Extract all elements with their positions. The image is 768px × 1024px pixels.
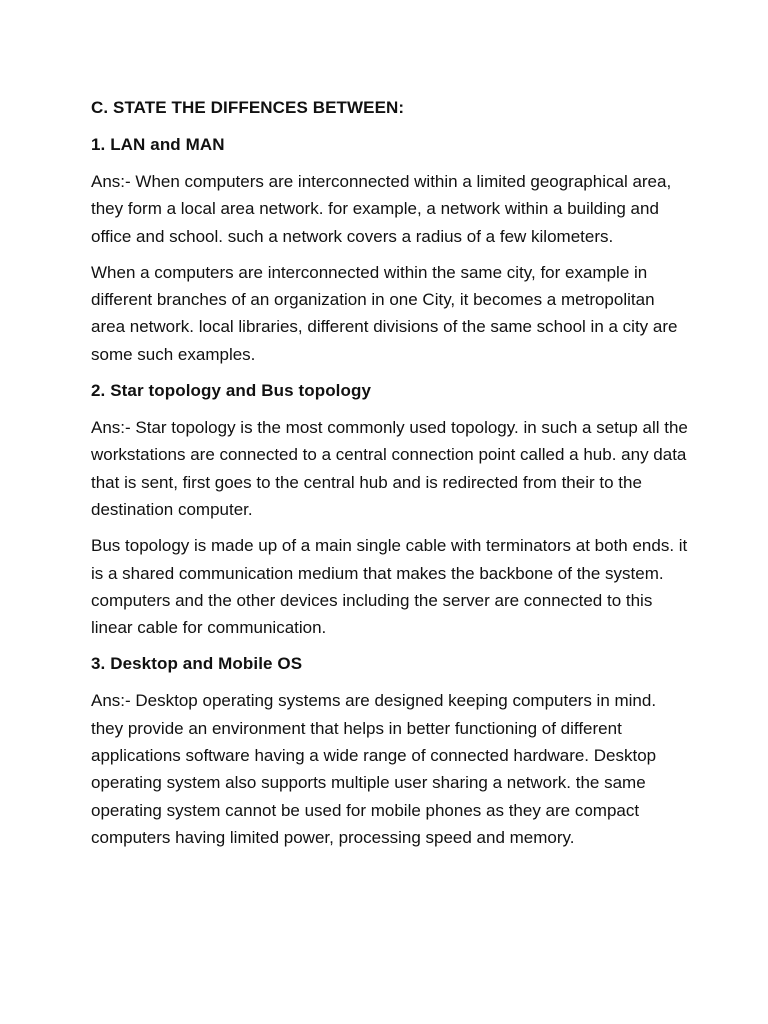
section-paragraph: Ans:- When computers are interconnected within a limited geographical area, they form a local area network. for example, a network within a building and office and school. such a network covers a radius of a few kilometers.: [91, 172, 672, 246]
section-heading: 3. Desktop and Mobile OS: [91, 654, 303, 674]
document-title: C. STATE THE DIFFENCES BETWEEN:: [91, 98, 405, 117]
section-paragraph: Bus topology is made up of a main single cable with terminators at both ends. it is a shared communication medium that makes the backbone of the system. computers and the other devices including the server are connected to this linear cable for communication.: [91, 536, 688, 638]
section-paragraph: When a computers are interconnected within the same city, for example in different branches of an organization in one City, it becomes a metropolitan area network. local libraries, different divisions of the same school in a city are some such examples.: [91, 262, 678, 364]
section-paragraph: Ans:- Star topology is the most commonly used topology. in such a setup all the workstations are connected to a central connection point called a hub. any data that is sent, first goes to the central hub and is redirected from their to the destination computer.: [91, 418, 688, 519]
document-page: [91, 94, 691, 860]
section-star-bus: [91, 377, 691, 641]
section-paragraph: Ans:- Desktop operating systems are designed keeping computers in mind. they provide an environment that helps in better functioning of different applications software having a wide range of connected hardware. Desktop operating system also supports multiple user sharing a network. the same operating system cannot be used for mobile phones as they are compact computers having limited power, processing speed and memory.: [91, 691, 657, 847]
section-lan-man: [91, 131, 691, 368]
section-heading: 2. Star topology and Bus topology: [91, 381, 372, 401]
section-heading: 1. LAN and MAN: [91, 135, 225, 154]
section-desktop-mobile-os: [91, 650, 691, 851]
